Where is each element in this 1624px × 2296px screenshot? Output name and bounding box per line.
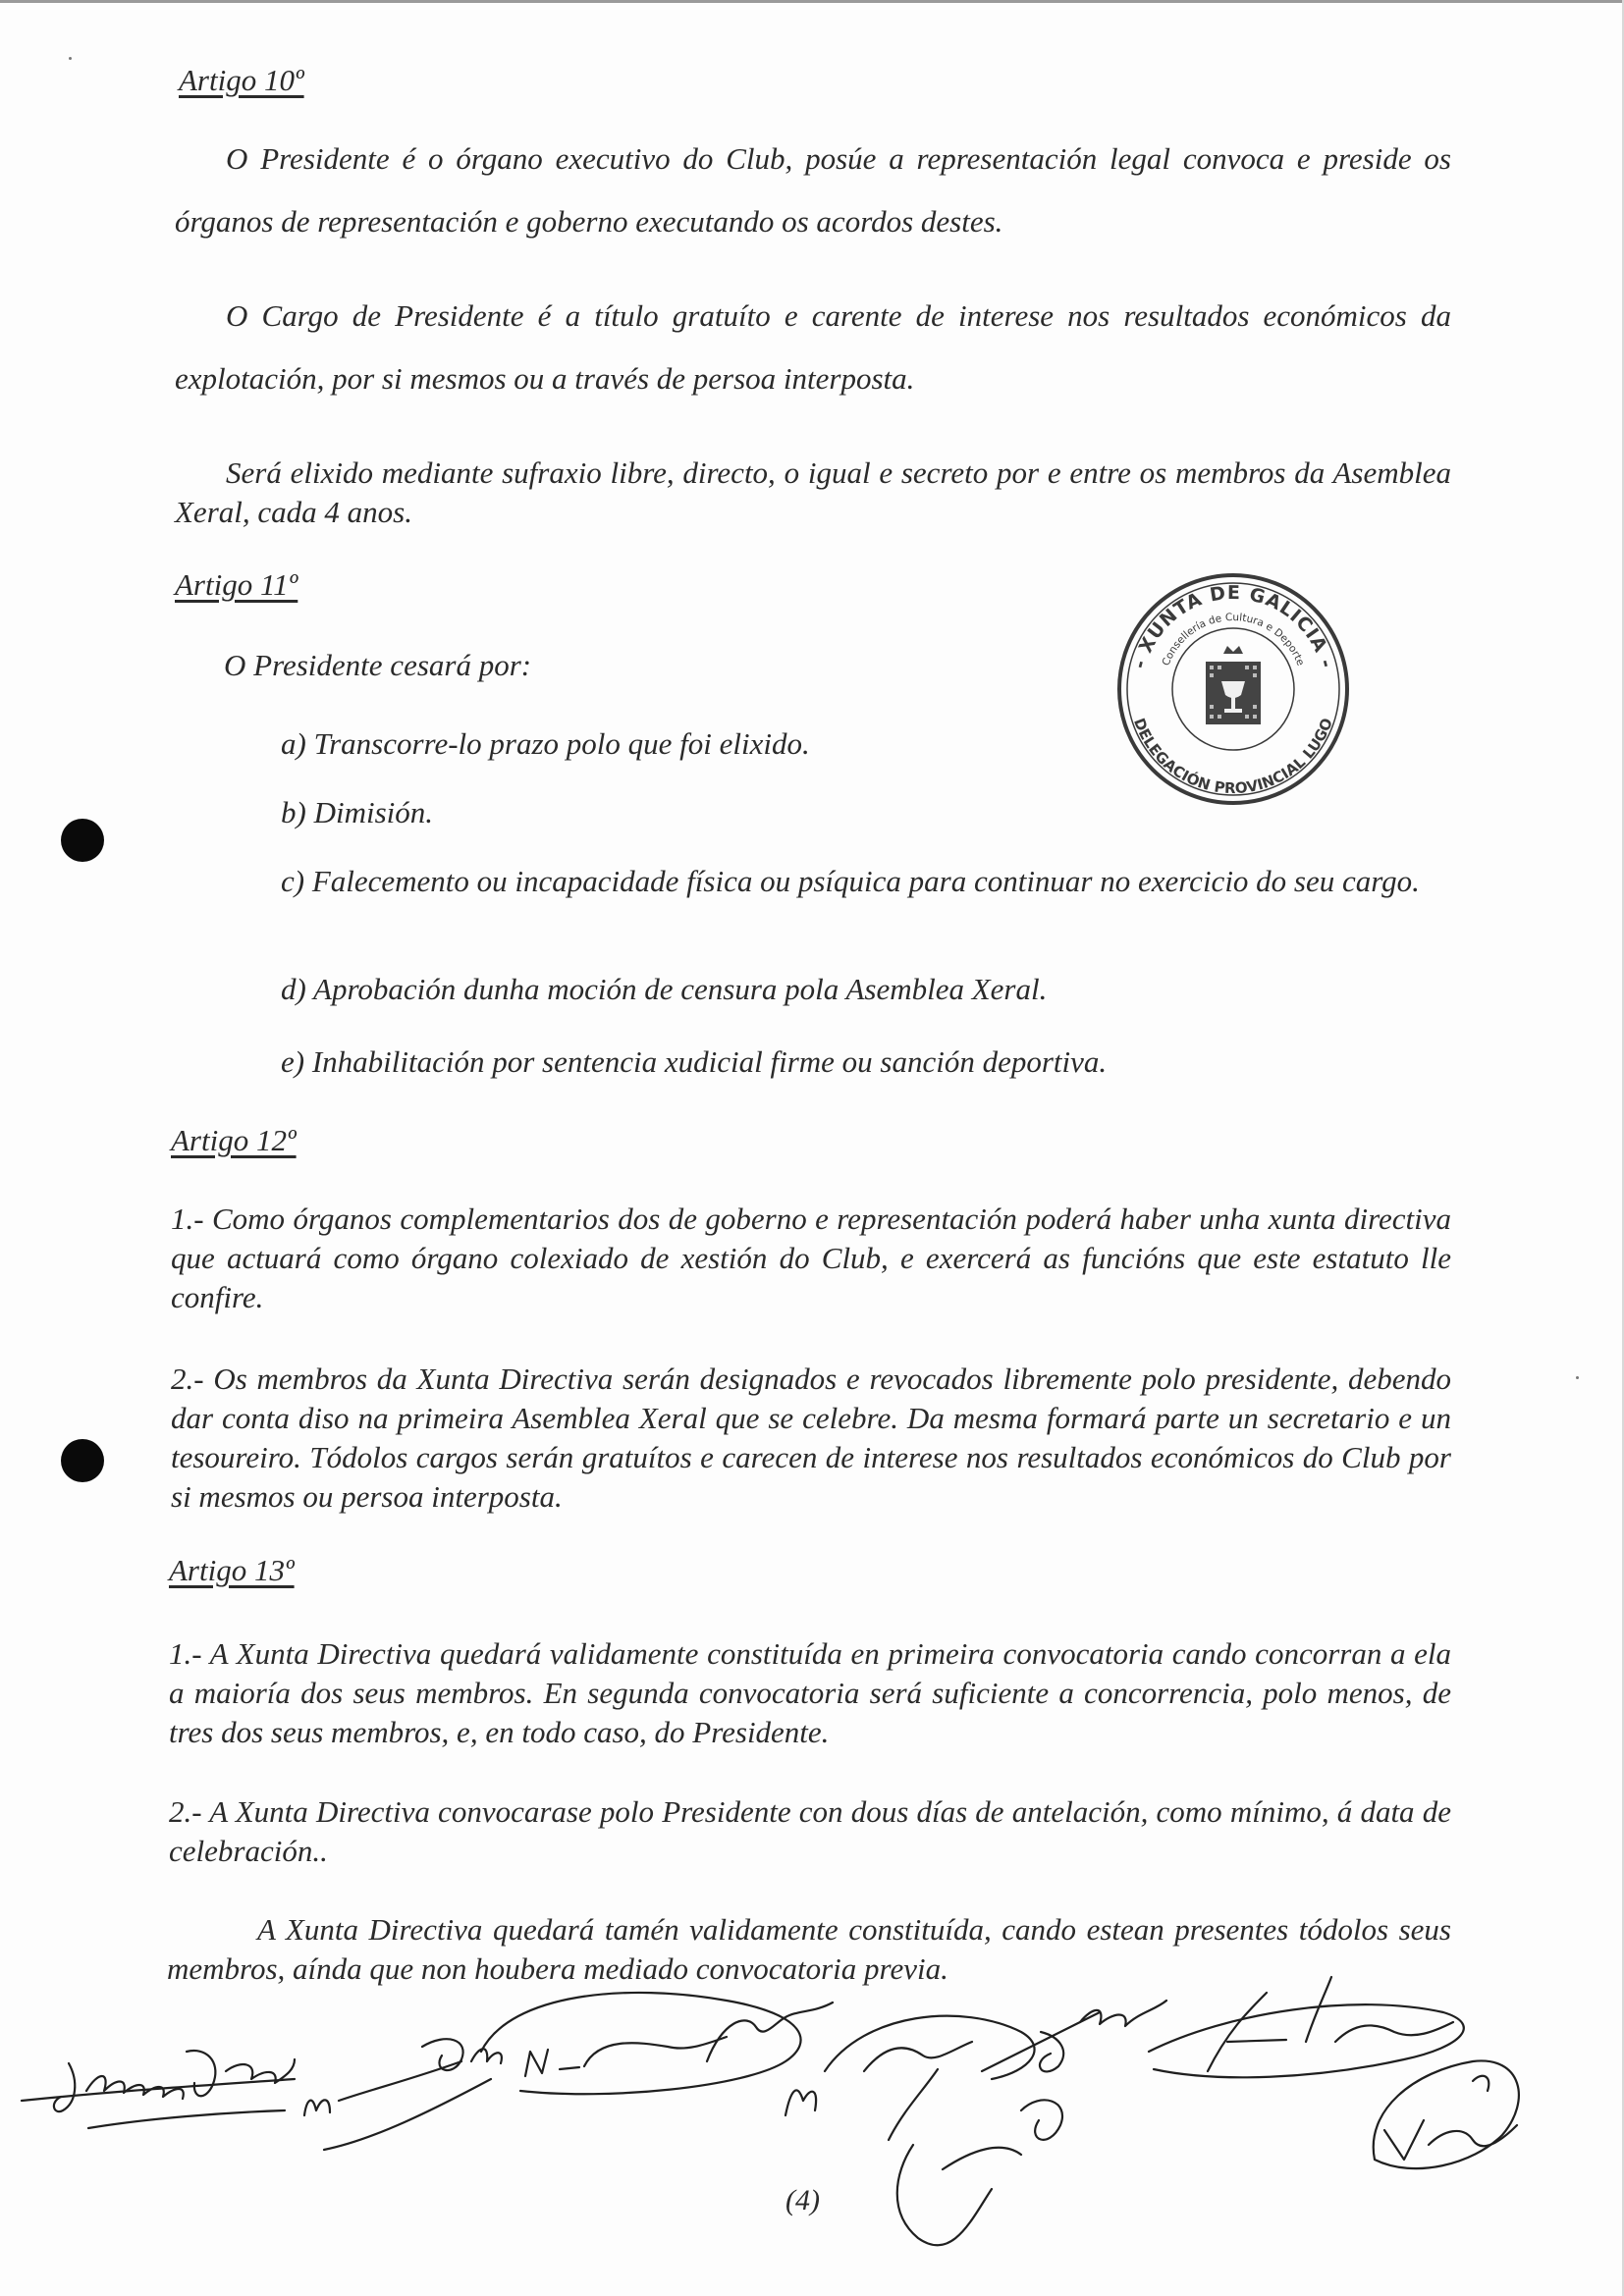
stamp-bottom-text: DELEGACIÓN PROVINCIAL LUGO [1130,716,1336,798]
signature-4 [785,2016,1035,2140]
stamp-inner-text: Consellería de Cultura e Deporte [1160,611,1307,667]
article-11-heading: Artigo 11º [175,567,298,602]
article-10-paragraph-3: Será elixido mediante sufraxio libre, directo, o igual e secreto por e entre os membros da Asemblea Xeral, cada 4 anos. [175,455,1451,529]
article-11-item-c: c) Falecemento ou incapacidade física ou psíquica para continuar no exercicio do seu cargo. [281,864,1420,898]
scan-speck [69,57,72,60]
top-scan-edge [0,0,1624,3]
signatures-area [0,1953,1624,2277]
punch-hole [61,819,104,862]
article-11-item-a: a) Transcorre-lo prazo polo que foi elixido. [281,726,810,761]
article-11-intro: O Presidente cesará por: [224,648,532,682]
article-11-item-d: d) Aprobación dunha moción de censura pola Asemblea Xeral. [281,972,1048,1006]
signature-6 [1149,1977,1464,2077]
article-12-heading: Artigo 12º [171,1123,297,1157]
galicia-coat-of-arms-icon [1206,646,1261,724]
article-13-paragraph-2: 2.- A Xunta Directiva convocarase polo Presidente con dous días de antelación, como mínimo, á data de celebración.. [169,1794,1451,1868]
article-11-item-b: b) Dimisión. [281,795,433,829]
page-number: (4) [785,2184,820,2216]
signature-2 [304,2039,502,2150]
article-13-paragraph-1: 1.- A Xunta Directiva quedará validamente constituída en primeira convocatoria cando concorran a ela a maioría dos seus membros. En segunda convocatoria será suficiente a concorrencia, polo menos, de tres dos seus membros, e, en todo caso, do Presidente. [169,1636,1451,1749]
signature-5 [897,2001,1166,2245]
article-12-paragraph-1: 1.- Como órganos complementarios dos de goberno e representación poderá haber unha xunta directiva que actuará como órgano colexiado de xestión do Club, e exercerá as funcións que este estatuto lle confire. [171,1201,1451,1314]
article-13-paragraph-3: A Xunta Directiva quedará tamén validamente constituída, cando estean presentes tódolos seus membros, aínda que non houbera mediado convocatoria previa. [167,1912,1451,1986]
article-10-paragraph-1: O Presidente é o órgano executivo do Club, posúe a representación legal convoca e preside os órganos de representación e goberno executando os acordos destes. [175,141,1451,239]
punch-hole [61,1439,104,1482]
article-13-heading: Artigo 13º [169,1553,295,1587]
article-10-paragraph-2: O Cargo de Presidente é a título gratuíto e carente de interese nos resultados económicos da explotación, por si mesmos ou a través de persoa interposta. [175,298,1451,396]
scan-speck [1576,1376,1579,1379]
stamp-outer-text: - XUNTA DE GALICIA - [1128,581,1338,671]
signature-7 [1374,2060,1519,2168]
article-10-heading: Artigo 10º [179,63,304,97]
signature-1 [22,2051,295,2128]
xunta-galicia-stamp [1115,571,1351,807]
article-11-item-e: e) Inhabilitación por sentencia xudicial firme ou sanción deportiva. [281,1044,1108,1079]
signature-3 [481,1993,833,2094]
article-12-paragraph-2: 2.- Os membros da Xunta Directiva serán designados e revocados libremente polo presidente, debendo dar conta diso na primeira Asemblea Xeral que se celebre. Da mesma formará parte un secretario e un tesoureiro. Tódolos cargos serán gratuítos e carecen de interese nos resultados económicos do Club por si mesmos ou persoa interposta. [171,1362,1451,1514]
